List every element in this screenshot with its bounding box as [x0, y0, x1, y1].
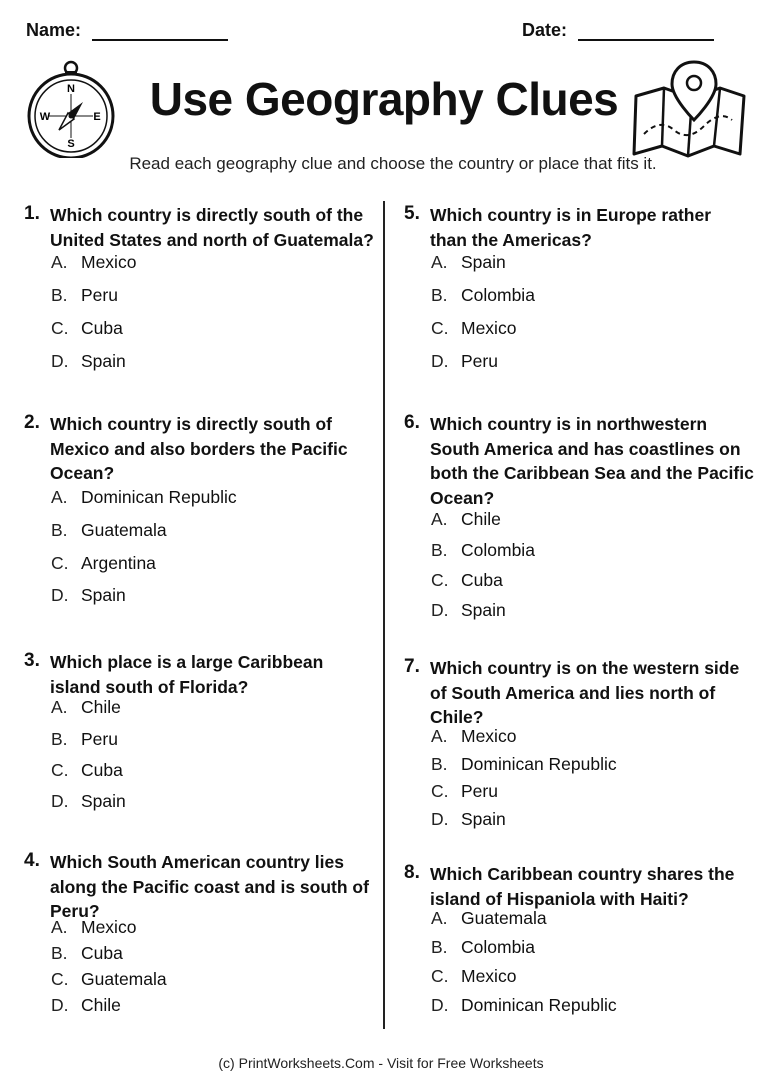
answer-option[interactable] [51, 791, 126, 812]
option-letter: A. [51, 487, 68, 507]
question-text-line: of South America and lies north of [430, 682, 716, 703]
question-text [50, 850, 369, 924]
question-text-line: Which Caribbean country shares the [430, 864, 735, 884]
answer-option[interactable] [51, 351, 126, 372]
question-number: 6. [404, 412, 420, 433]
name-field[interactable] [26, 20, 228, 41]
answer-option[interactable] [431, 509, 501, 530]
column-divider [383, 201, 385, 1029]
option-text: Dominican Republic [81, 487, 237, 507]
question-text-line: Which country is directly south of [50, 414, 332, 434]
option-letter: A. [51, 917, 68, 937]
instructions: Read each geography clue and choose the country or place that fits it. [129, 154, 657, 173]
answer-option[interactable] [51, 318, 123, 339]
question-7 [404, 656, 739, 730]
option-text: Spain [81, 351, 126, 371]
question-text-line: United States and north of Guatemala? [50, 229, 374, 250]
answer-option[interactable] [431, 252, 506, 273]
option-letter: C. [431, 966, 449, 986]
answer-option[interactable] [51, 585, 126, 606]
option-text: Dominican Republic [461, 754, 617, 774]
option-text: Cuba [461, 570, 503, 590]
answer-option[interactable] [51, 252, 136, 273]
question-header [404, 656, 739, 730]
question-text-line: island south of Florida? [50, 676, 249, 697]
option-letter: D. [431, 351, 449, 371]
option-letter: C. [431, 318, 449, 338]
option-text: Mexico [461, 726, 517, 746]
question-text [430, 862, 734, 911]
option-text: Colombia [461, 285, 535, 305]
question-number: 4. [24, 850, 40, 871]
option-text: Argentina [81, 553, 156, 573]
option-text: Peru [461, 351, 498, 371]
option-text: Cuba [81, 318, 123, 338]
option-text: Colombia [461, 937, 535, 957]
option-letter: B. [431, 540, 448, 560]
question-header [404, 412, 754, 510]
question-1 [24, 203, 374, 252]
compass-east-label: E [93, 111, 101, 123]
answer-option[interactable] [431, 600, 506, 621]
name-label: Name: [26, 20, 82, 40]
answer-option[interactable] [51, 917, 136, 938]
question-text-line: Peru? [50, 901, 100, 921]
option-letter: A. [431, 509, 448, 529]
option-letter: B. [51, 285, 68, 305]
option-text: Spain [461, 809, 506, 829]
option-letter: A. [431, 252, 448, 272]
question-text-line: Which country is directly south of the [50, 205, 364, 225]
option-text: Spain [81, 791, 126, 811]
question-text-line: South America and has coastlines on [430, 438, 741, 459]
question-text-line: Which place is a large Caribbean [50, 652, 324, 672]
option-letter: B. [431, 285, 448, 305]
answer-option[interactable] [431, 540, 535, 561]
answer-option[interactable] [431, 937, 535, 958]
question-text-line: than the Americas? [430, 229, 592, 250]
option-letter: B. [51, 729, 68, 749]
option-text: Chile [461, 509, 501, 529]
question-number: 1. [24, 203, 40, 224]
question-header [24, 412, 348, 486]
option-text: Guatemala [81, 969, 167, 989]
option-letter: C. [431, 570, 449, 590]
answer-option[interactable] [51, 285, 118, 306]
option-text: Guatemala [461, 908, 547, 928]
question-header [404, 862, 734, 911]
question-header [24, 850, 369, 924]
question-text-line: Mexico and also borders the Pacific [50, 438, 348, 459]
answer-option[interactable] [51, 995, 121, 1016]
option-letter: D. [51, 995, 69, 1015]
answer-option[interactable] [431, 966, 516, 987]
option-text: Mexico [461, 318, 517, 338]
question-2 [24, 412, 348, 486]
question-text-line: Ocean? [50, 463, 115, 483]
question-text [50, 412, 348, 486]
question-text-line: along the Pacific coast and is south of [50, 876, 369, 897]
answer-option[interactable] [51, 969, 167, 990]
question-header [24, 203, 374, 252]
question-8 [404, 862, 734, 911]
option-text: Peru [461, 781, 498, 801]
answer-option[interactable] [431, 809, 506, 830]
compass-south-label: S [67, 138, 75, 150]
option-letter: A. [51, 697, 68, 717]
option-letter: B. [51, 520, 68, 540]
question-text [50, 203, 374, 252]
answer-option[interactable] [51, 729, 118, 750]
page-title: Use Geography Clues [149, 73, 619, 125]
question-header [24, 650, 323, 699]
option-letter: C. [51, 553, 69, 573]
question-3 [24, 650, 323, 699]
answer-option[interactable] [431, 570, 503, 591]
question-text-line: island of Hispaniola with Haiti? [430, 888, 689, 909]
option-letter: A. [431, 908, 448, 928]
question-number: 2. [24, 412, 40, 433]
question-5 [404, 203, 711, 252]
compass-west-label: W [39, 111, 51, 123]
question-text-line: both the Caribbean Sea and the Pacific [430, 463, 754, 483]
question-6 [404, 412, 754, 510]
answer-option[interactable] [431, 726, 516, 747]
option-text: Mexico [81, 917, 137, 937]
option-text: Dominican Republic [461, 995, 617, 1015]
answer-option[interactable] [431, 754, 617, 775]
option-letter: A. [431, 726, 448, 746]
answer-option[interactable] [51, 487, 237, 508]
answer-option[interactable] [51, 553, 156, 574]
option-letter: B. [431, 754, 448, 774]
question-header [404, 203, 711, 252]
option-text: Peru [81, 285, 118, 305]
option-letter: C. [51, 318, 69, 338]
option-letter: D. [431, 600, 449, 620]
answer-option[interactable] [431, 908, 547, 929]
option-letter: D. [431, 995, 449, 1015]
question-text [430, 203, 711, 252]
question-text-line: Ocean? [430, 487, 495, 508]
footer: (c) PrintWorksheets.Com - Visit for Free Worksheets [218, 1055, 544, 1071]
option-text: Spain [81, 585, 126, 605]
option-letter: C. [431, 781, 449, 801]
question-text [430, 412, 754, 510]
question-number: 7. [404, 656, 420, 677]
option-text: Cuba [81, 943, 123, 963]
question-4 [24, 850, 369, 924]
option-letter: B. [51, 943, 68, 963]
option-text: Spain [461, 252, 506, 272]
option-text: Mexico [81, 252, 137, 272]
question-text-line: Which country is on the western side [430, 658, 740, 678]
option-text: Spain [461, 600, 506, 620]
option-text: Mexico [461, 966, 517, 986]
option-letter: C. [51, 969, 69, 989]
question-text [50, 650, 323, 699]
option-letter: D. [51, 585, 69, 605]
option-text: Chile [81, 697, 121, 717]
option-letter: D. [431, 809, 449, 829]
option-letter: C. [51, 760, 69, 780]
answer-option[interactable] [51, 697, 121, 718]
answer-option[interactable] [431, 318, 516, 339]
answer-option[interactable] [431, 995, 617, 1016]
question-text-line: Which country is in Europe rather [430, 205, 712, 225]
compass-north-label: N [67, 83, 75, 95]
name-line[interactable] [92, 38, 228, 41]
answer-option[interactable] [431, 285, 535, 306]
answer-option[interactable] [51, 520, 167, 541]
option-text: Chile [81, 995, 121, 1015]
question-number: 8. [404, 862, 420, 883]
answer-option[interactable] [431, 781, 498, 802]
date-field[interactable] [522, 20, 714, 41]
question-number: 3. [24, 650, 40, 671]
option-text: Colombia [461, 540, 535, 560]
option-text: Guatemala [81, 520, 167, 540]
option-text: Peru [81, 729, 118, 749]
answer-option[interactable] [51, 943, 123, 964]
date-label: Date: [522, 20, 568, 40]
question-text [430, 656, 739, 730]
date-line[interactable] [578, 38, 714, 41]
option-text: Cuba [81, 760, 123, 780]
question-text-line: Which South American country lies [50, 852, 344, 872]
option-letter: A. [51, 252, 68, 272]
answer-option[interactable] [51, 760, 123, 781]
option-letter: D. [51, 351, 69, 371]
question-text-line: Chile? [430, 707, 484, 727]
option-letter: B. [431, 937, 448, 957]
option-letter: D. [51, 791, 69, 811]
question-text-line: Which country is in northwestern [430, 414, 708, 434]
question-number: 5. [404, 203, 420, 224]
answer-option[interactable] [431, 351, 498, 372]
